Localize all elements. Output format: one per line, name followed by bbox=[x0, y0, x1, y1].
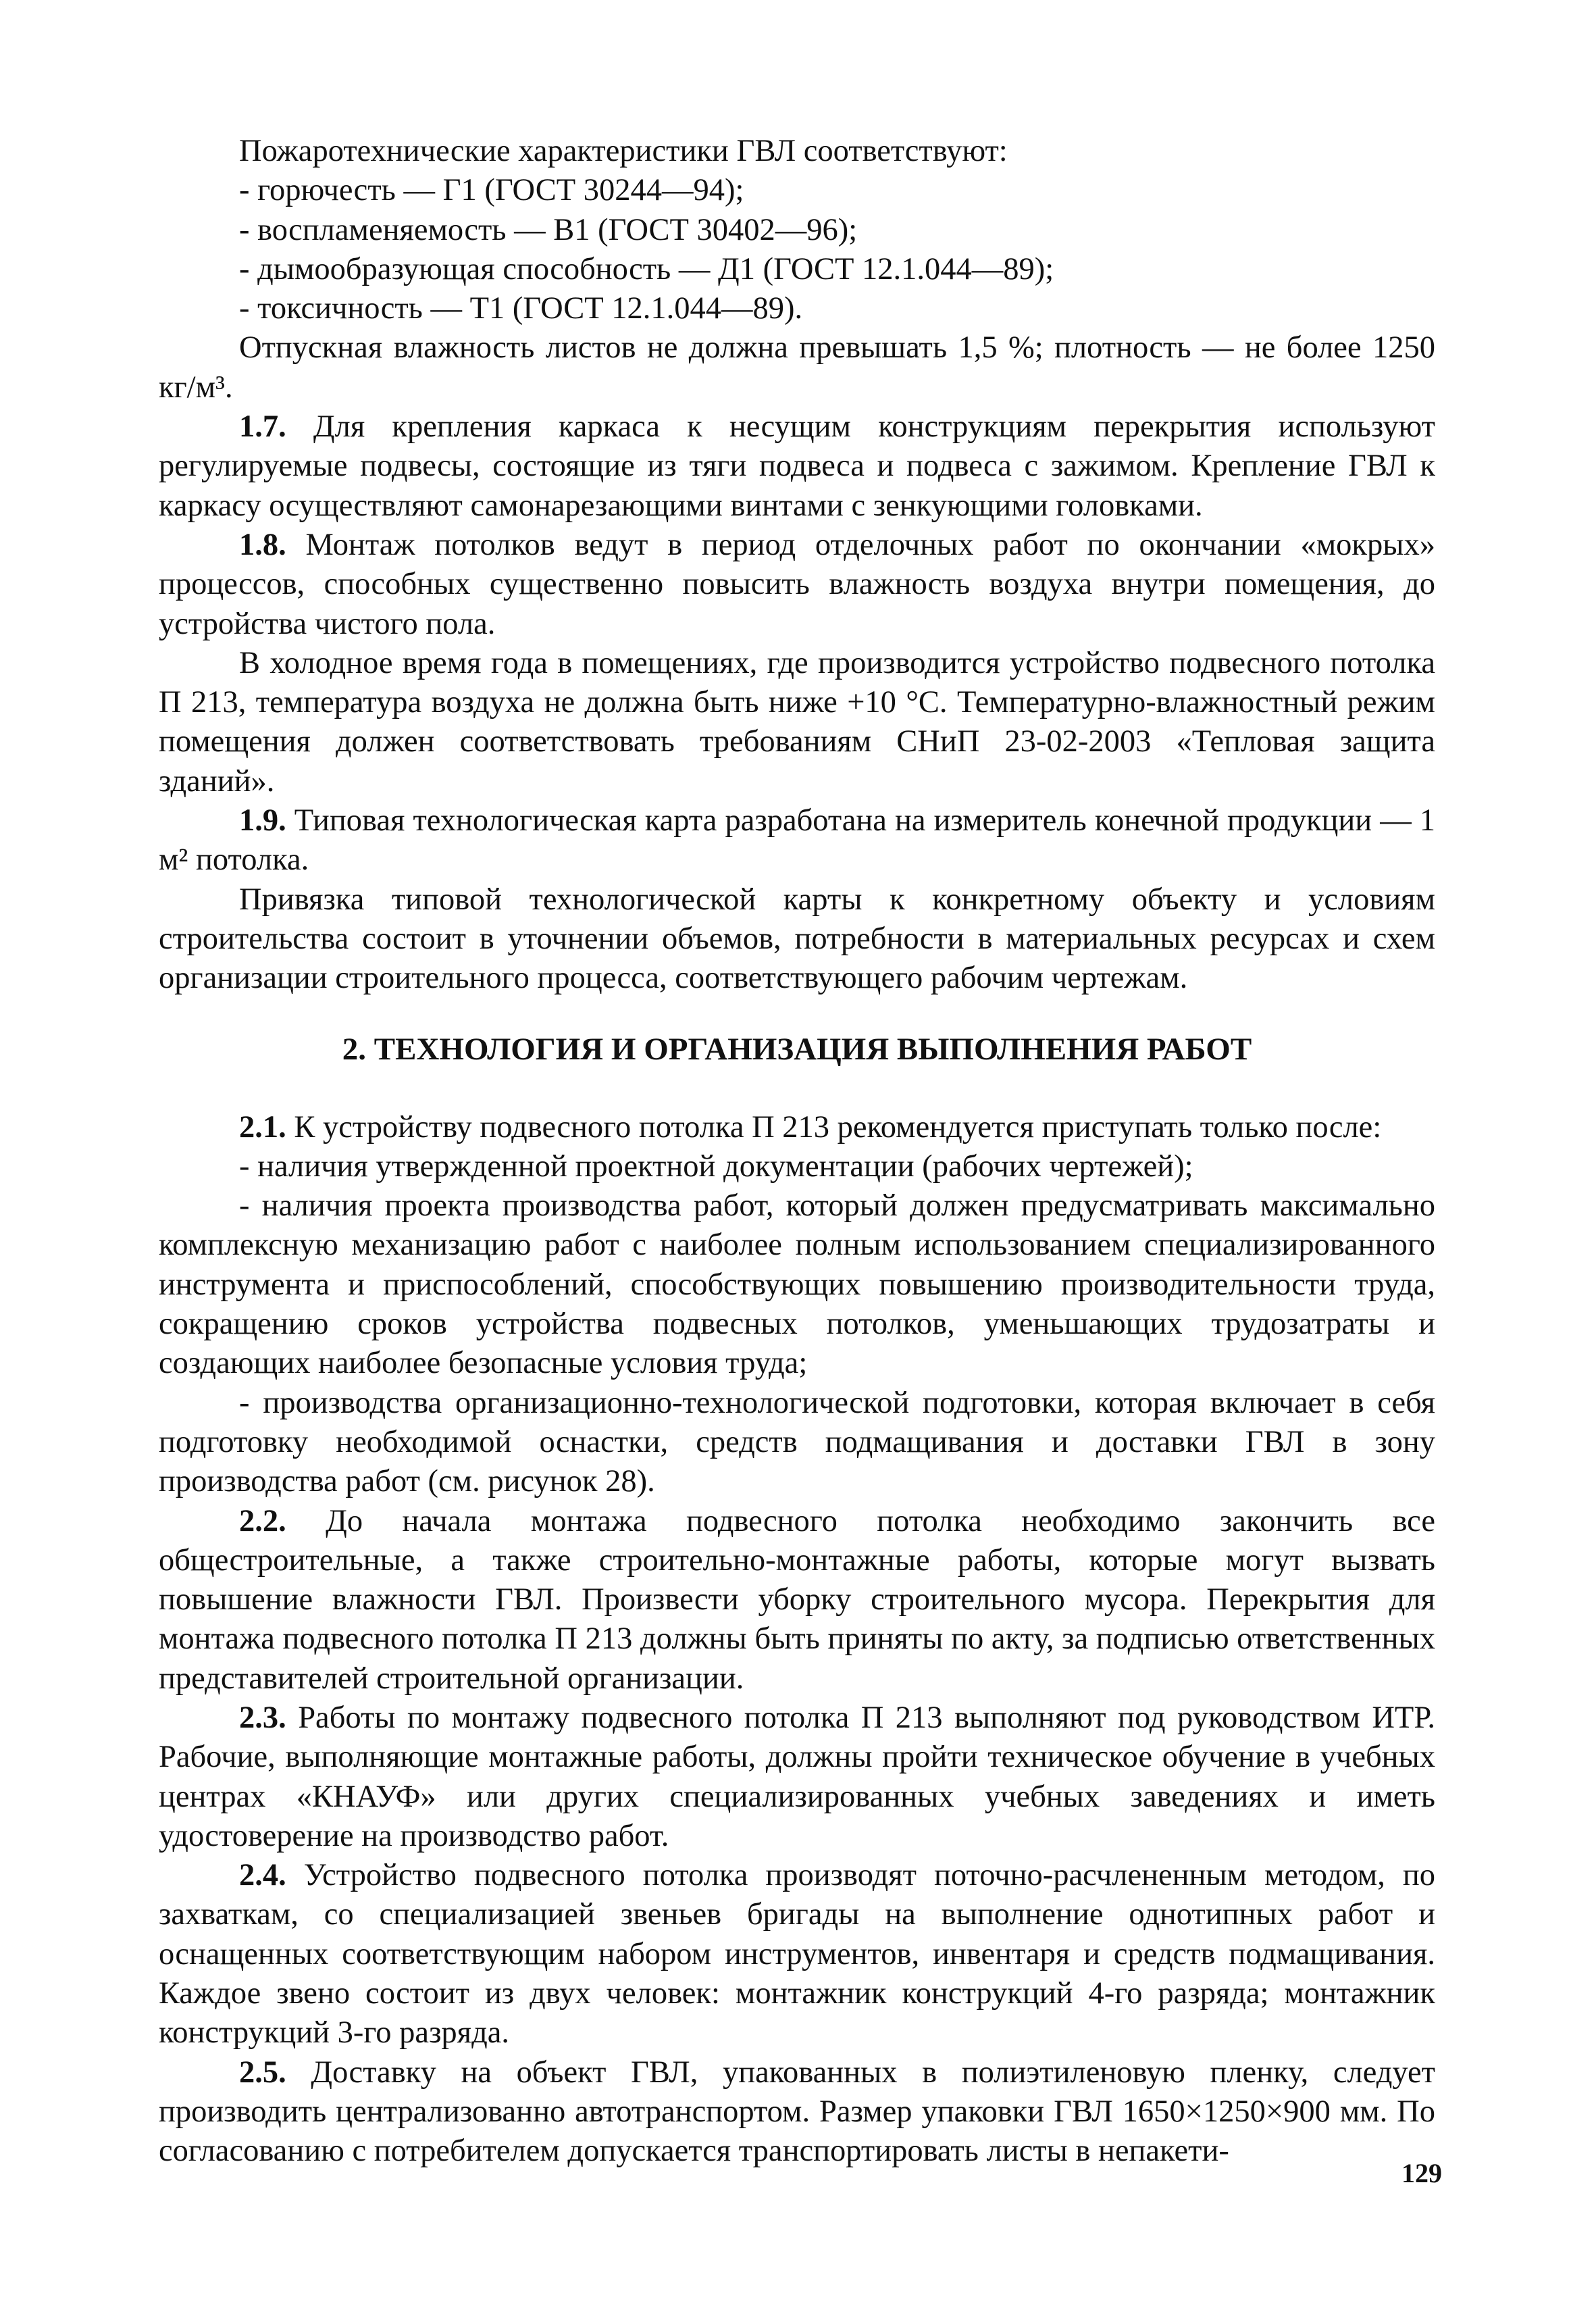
clause-text: Доставку на объект ГВЛ, упакованных в полиэтиленовую пленку, следует производить централизованно автотранспортом. Размер упаковки ГВЛ 1650×1250×900 мм. По согласованию с потребителем допускается транспортировать листы в непакети- bbox=[159, 2055, 1436, 2169]
paragraph-2-2 bbox=[159, 1502, 1435, 1699]
binding-paragraph: Привязка типовой технологической карты к конкретному объекту и условиям строительства состоит в уточнении объемов, потребности в материальных ресурсах и схем организации строительного процесса, соответствующего рабочим чертежам. bbox=[159, 882, 1435, 996]
clause-text: Типовая технологическая карта разработана на измеритель конечной продукции — 1 м² потолка. bbox=[159, 803, 1435, 878]
clause-number: 2.3. bbox=[239, 1700, 286, 1735]
paragraph-1-7 bbox=[159, 407, 1435, 526]
section-heading: 2. ТЕХНОЛОГИЯ И ОРГАНИЗАЦИЯ ВЫПОЛНЕНИЯ РАБОТ bbox=[342, 1031, 1252, 1067]
list-item: - наличия проекта производства работ, который должен предусматривать максимально комплексную механизацию работ с наиболее полным использованием специализированного инструмента и приспособлений, способствующих повышению производительности труда, сокращению сроков устройства подвесных потолков, уменьшающих трудозатраты и создающих наиболее безопасные условия труда; bbox=[159, 1188, 1435, 1381]
cold-season-paragraph: В холодное время года в помещениях, где производится устройство подвесного потолка П 213, температура воздуха не должна быть ниже +10 °С. Температурно-влажностный режим помещения должен соответствовать требованиям СНиП 23-02-2003 «Тепловая защита зданий». bbox=[159, 645, 1435, 799]
list-item: - производства организационно-технологической подготовки, которая включает в себя подготовку необходимой оснастки, средств подмащивания и доставки ГВЛ в зону производства работ (см. рисунок 28). bbox=[159, 1385, 1435, 1499]
list-item: - воспламеняемость — В1 (ГОСТ 30402—96); bbox=[239, 212, 858, 247]
clause-number: 2.1. bbox=[239, 1109, 286, 1145]
clause-number: 1.7. bbox=[239, 409, 286, 445]
clause-number: 1.8. bbox=[239, 527, 286, 562]
page-number: 129 bbox=[1401, 2158, 1442, 2188]
list-item: - наличия утвержденной проектной документации (рабочих чертежей); bbox=[239, 1149, 1193, 1184]
paragraph-1-8 bbox=[159, 526, 1435, 644]
clause-text: Для крепления каркаса к несущим конструкциям перекрытия используют регулируемые подвесы, состоящие из тяги подвеса и подвеса с зажимом. Крепление ГВЛ к каркасу осуществляют самонарезающими винтами с зенкующими головками. bbox=[159, 409, 1436, 523]
clause-text: Работы по монтажу подвесного потолка П 213 выполняют под руководством ИТР. Рабочие, выполняющие монтажные работы, должны пройти техническое обучение в учебных центрах «КНАУФ» или других специализированных учебных заведениях и иметь удостоверение на производство работ. bbox=[159, 1700, 1435, 1853]
list-item: - токсичность — Т1 (ГОСТ 12.1.044—89). bbox=[239, 291, 803, 326]
clause-text: До начала монтажа подвесного потолка необходимо закончить все общестроительные, а также строительно-монтажные работы, которые могут вызвать повышение влажности ГВЛ. Произвести уборку строительного мусора. Перекрытия для монтажа подвесного потолка П 213 должны быть приняты по акту, за подписью ответственных представителей строительной организации. bbox=[159, 1503, 1436, 1696]
paragraph-2-5 bbox=[159, 2053, 1435, 2171]
clause-text: Монтаж потолков ведут в период отделочных работ по окончании «мокрых» процессов, способных существенно повысить влажность воздуха внутри помещения, до устройства чистого пола. bbox=[159, 527, 1436, 641]
clause-number: 2.5. bbox=[239, 2055, 286, 2090]
clause-number: 2.2. bbox=[239, 1503, 286, 1538]
clause-number: 2.4. bbox=[239, 1858, 286, 1893]
paragraph-2-3 bbox=[159, 1699, 1435, 1856]
clause-text: Устройство подвесного потолка производят поточно-расчлененным методом, по захваткам, со специализацией звеньев бригады на выполнение однотипных работ и оснащенных соответствующим набором инструментов, инвентаря и средств подмащивания. Каждое звено состоит из двух человек: монтажник конструкций 4-го разряда; монтажник конструкций 3-го разряда. bbox=[159, 1858, 1435, 2051]
paragraph-2-4 bbox=[159, 1856, 1435, 2053]
clause-number: 1.9. bbox=[239, 803, 286, 838]
list-item: - дымообразующая способность — Д1 (ГОСТ 12.1.044—89); bbox=[239, 251, 1054, 286]
clause-text: К устройству подвесного потолка П 213 рекомендуется приступать только после: bbox=[294, 1109, 1382, 1145]
paragraph-1-9 bbox=[159, 801, 1435, 880]
list-item: - горючесть — Г1 (ГОСТ 30244—94); bbox=[239, 173, 744, 208]
page-body bbox=[159, 132, 1435, 2171]
paragraph-2-1 bbox=[159, 1108, 1435, 1147]
moisture-paragraph: Отпускная влажность листов не должна превышать 1,5 %; плотность — не более 1250 кг/м³. bbox=[159, 330, 1435, 405]
fire-characteristics-intro: Пожаротехнические характеристики ГВЛ соответствуют: bbox=[239, 134, 1008, 168]
